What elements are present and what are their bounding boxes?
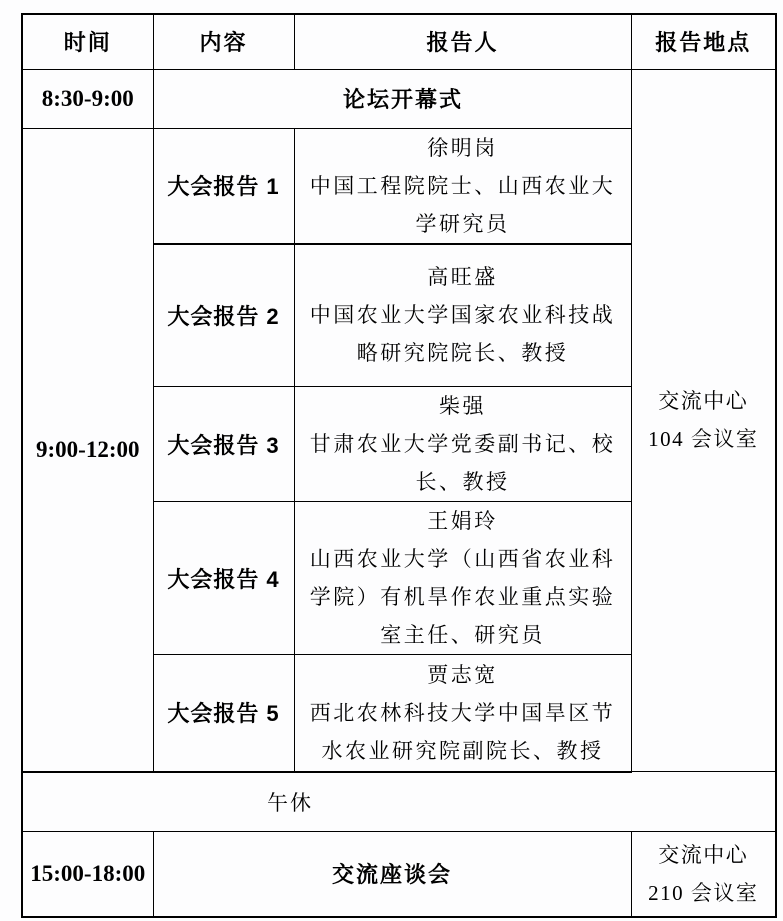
- report-2-label: 大会报告 2: [153, 244, 294, 387]
- afternoon-time: 15:00-18:00: [22, 832, 153, 917]
- lunch-row: [22, 772, 776, 832]
- report-5-label: 大会报告 5: [153, 655, 294, 772]
- report-2-speaker-affiliation: 中国农业大学国家农业科技战略研究院院长、教授: [309, 303, 616, 366]
- header-speaker: 报告人: [294, 14, 631, 69]
- report-5-speaker: [294, 655, 631, 772]
- report-1-speaker-affiliation: 中国工程院院士、山西农业大学研究员: [309, 173, 616, 236]
- report-3-speaker-name: 柴强: [439, 394, 486, 418]
- report-5-speaker-name: 贾志宽: [427, 662, 498, 687]
- morning-location-line1: 交流中心: [658, 389, 749, 414]
- report-1-label: 大会报告 1: [153, 128, 294, 244]
- afternoon-location-line1: 交流中心: [658, 842, 749, 867]
- report-2-speaker-name: 高旺盛: [427, 265, 498, 290]
- morning-location: [631, 69, 776, 772]
- morning-time: 9:00-12:00: [22, 128, 153, 772]
- afternoon-location-line2: 210 会议室: [648, 880, 759, 905]
- report-4-label: 大会报告 4: [153, 502, 294, 655]
- header-location: 报告地点: [631, 14, 776, 69]
- afternoon-row: [22, 832, 776, 917]
- report-3-speaker: [294, 387, 631, 502]
- report-3-speaker-affiliation: 甘肃农业大学党委副书记、校长、教授: [309, 432, 616, 494]
- opening-title: 论坛开幕式: [153, 69, 631, 128]
- report-3-label: 大会报告 3: [153, 387, 294, 502]
- header-row: [22, 14, 776, 69]
- opening-time: 8:30-9:00: [22, 69, 153, 128]
- report-1-speaker: [294, 128, 631, 244]
- afternoon-location: [631, 832, 776, 917]
- morning-location-line2: 104 会议室: [648, 427, 759, 452]
- report-4-speaker-name: 王娟玲: [427, 509, 498, 533]
- header-time: 时间: [22, 14, 153, 69]
- report-4-speaker: [294, 502, 631, 655]
- lunch-title: 午休: [22, 772, 776, 832]
- header-content: 内容: [153, 14, 294, 69]
- report-1-speaker-name: 徐明岗: [427, 135, 498, 160]
- afternoon-title: 交流座谈会: [153, 832, 631, 917]
- schedule-table: [21, 13, 777, 918]
- opening-row: [22, 69, 776, 128]
- report-5-speaker-affiliation: 西北农林科技大学中国旱区节水农业研究院副院长、教授: [309, 700, 616, 763]
- report-4-speaker-affiliation: 山西农业大学（山西省农业科学院）有机旱作农业重点实验室主任、研究员: [309, 547, 616, 647]
- report-2-speaker: [294, 244, 631, 387]
